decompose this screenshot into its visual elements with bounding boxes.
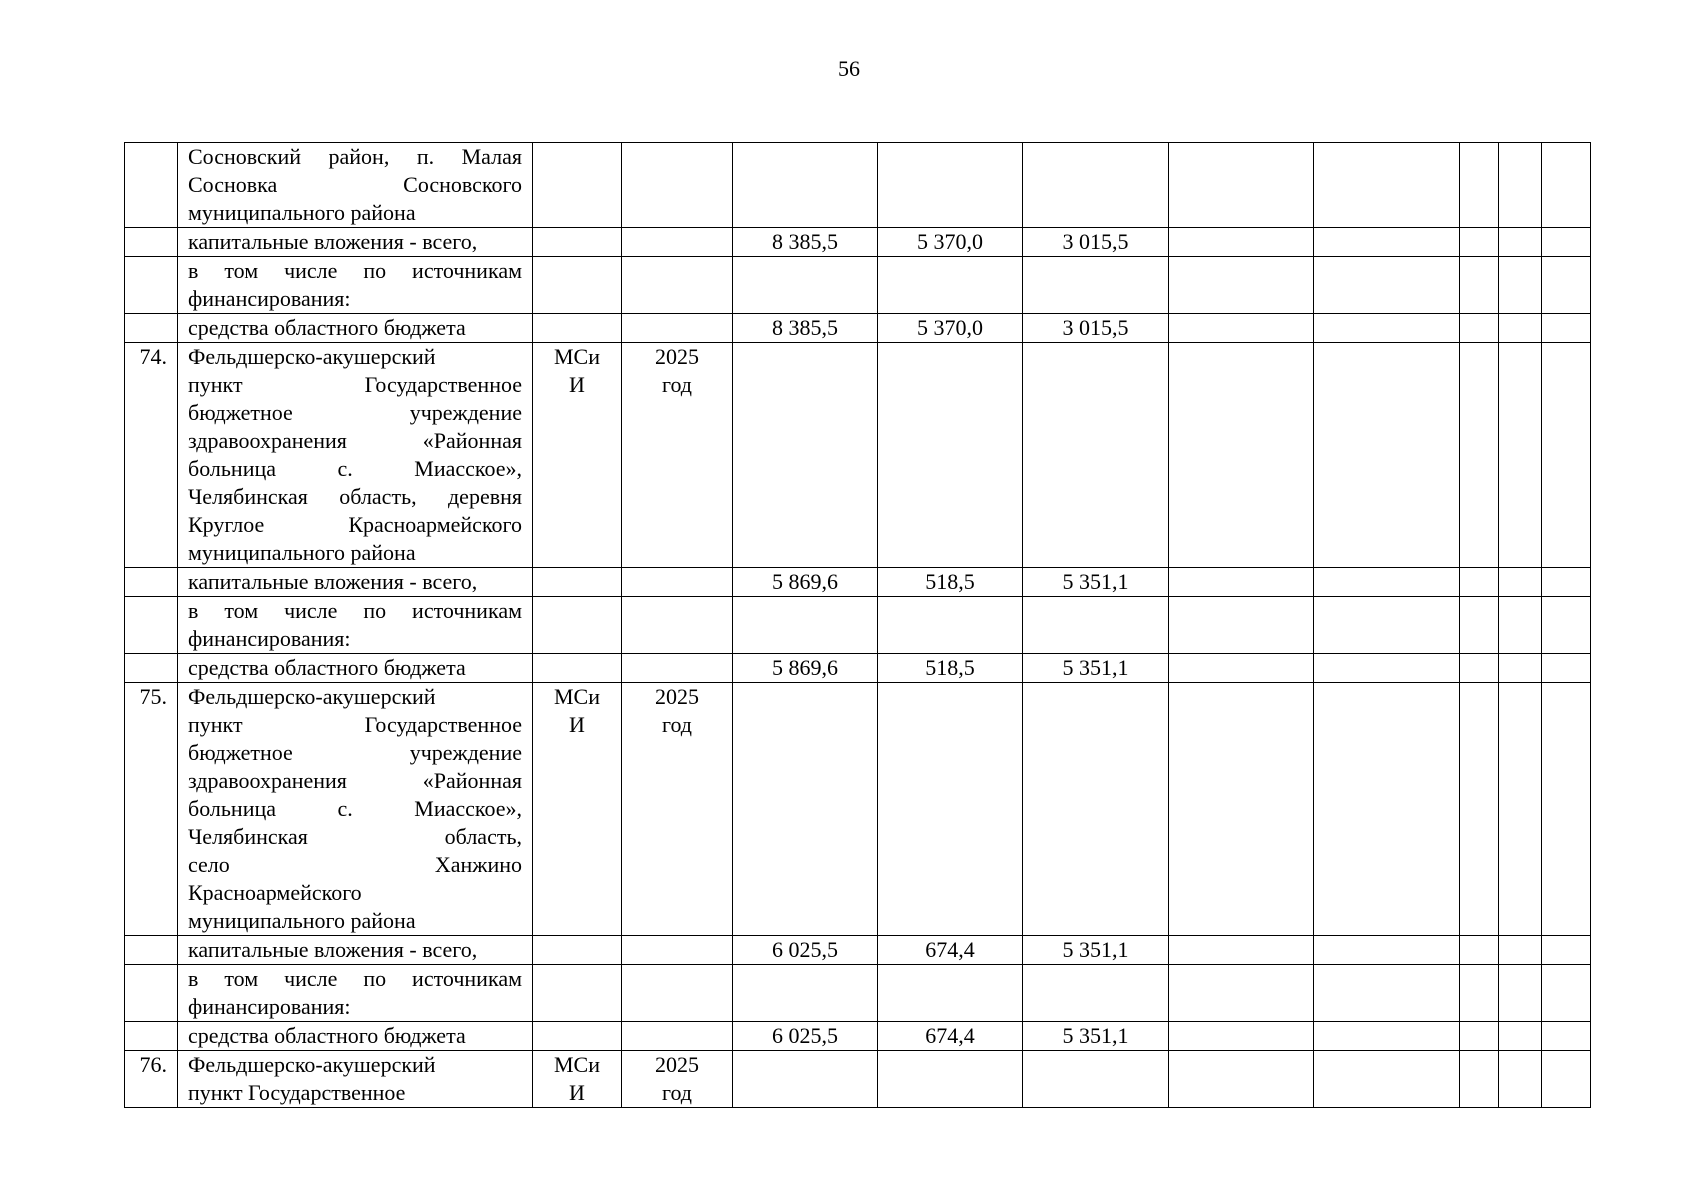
cell-line: 2025 (655, 1052, 699, 1077)
description-line: в том числе по источникам (188, 258, 522, 283)
table-row (125, 965, 1591, 1022)
empty-cell (1542, 1051, 1591, 1108)
empty-cell (1499, 228, 1542, 257)
total-value-cell: 8 385,5 (733, 228, 878, 257)
description-line: Фельдшерско-акушерский (188, 1052, 436, 1077)
empty-cell (1542, 654, 1591, 683)
empty-cell (1169, 257, 1314, 314)
responsible-cell (533, 1022, 622, 1051)
table-row (125, 228, 1591, 257)
responsible-cell (533, 568, 622, 597)
year-cell (622, 257, 733, 314)
description-line: пункт Государственное (188, 712, 522, 737)
table-row (125, 343, 1591, 568)
empty-cell (1499, 257, 1542, 314)
row-number-cell: 74. (125, 343, 178, 568)
value-cell-3 (1023, 965, 1169, 1022)
description-line: Красноармейского (188, 880, 362, 905)
empty-cell (1460, 654, 1499, 683)
empty-cell (1460, 965, 1499, 1022)
description-line: Сосновский район, п. Малая (188, 144, 522, 169)
empty-cell (1314, 936, 1460, 965)
empty-cell (1314, 257, 1460, 314)
value-cell-2: 674,4 (878, 1022, 1023, 1051)
empty-cell (1499, 1051, 1542, 1108)
value-cell-2 (878, 1051, 1023, 1108)
total-value-cell (733, 257, 878, 314)
description-cell (178, 597, 533, 654)
value-cell-3: 5 351,1 (1023, 654, 1169, 683)
value-cell-3: 5 351,1 (1023, 1022, 1169, 1051)
value-cell-3: 5 351,1 (1023, 568, 1169, 597)
year-cell (622, 343, 733, 568)
value-cell-3 (1023, 257, 1169, 314)
responsible-cell (533, 143, 622, 228)
empty-cell (1314, 568, 1460, 597)
empty-cell (1460, 597, 1499, 654)
cell-line: И (569, 712, 585, 737)
empty-cell (1542, 257, 1591, 314)
table-row (125, 568, 1591, 597)
empty-cell (1169, 143, 1314, 228)
table-row (125, 314, 1591, 343)
empty-cell (1542, 965, 1591, 1022)
empty-cell (1460, 1022, 1499, 1051)
total-value-cell (733, 597, 878, 654)
budget-table (124, 142, 1591, 1108)
empty-cell (1499, 683, 1542, 936)
empty-cell (1314, 683, 1460, 936)
description-cell (178, 228, 533, 257)
description-line: пункт Государственное (188, 1080, 406, 1105)
empty-cell (1460, 143, 1499, 228)
total-value-cell: 6 025,5 (733, 936, 878, 965)
total-value-cell (733, 343, 878, 568)
empty-cell (1314, 1051, 1460, 1108)
description-line: капитальные вложения - всего, (188, 229, 478, 254)
empty-cell (1314, 965, 1460, 1022)
empty-cell (1460, 1051, 1499, 1108)
value-cell-2 (878, 597, 1023, 654)
description-line: финансирования: (188, 994, 351, 1019)
value-cell-2 (878, 683, 1023, 936)
description-line: капитальные вложения - всего, (188, 569, 478, 594)
description-line: больница с. Миасское», (188, 456, 522, 481)
value-cell-2: 518,5 (878, 654, 1023, 683)
table-row (125, 683, 1591, 936)
description-line: в том числе по источникам (188, 598, 522, 623)
empty-cell (1314, 343, 1460, 568)
empty-cell (1542, 143, 1591, 228)
row-number-cell (125, 257, 178, 314)
empty-cell (1460, 343, 1499, 568)
cell-line: год (661, 712, 693, 737)
row-number-cell (125, 1022, 178, 1051)
cell-line: 2025 (655, 684, 699, 709)
empty-cell (1542, 343, 1591, 568)
description-line: в том числе по источникам (188, 966, 522, 991)
empty-cell (1169, 1022, 1314, 1051)
responsible-cell (533, 343, 622, 568)
value-cell-2 (878, 965, 1023, 1022)
description-line: Сосновка Сосновского (188, 172, 522, 197)
value-cell-2: 674,4 (878, 936, 1023, 965)
description-cell (178, 314, 533, 343)
responsible-cell (533, 936, 622, 965)
value-cell-2 (878, 143, 1023, 228)
empty-cell (1499, 936, 1542, 965)
empty-cell (1314, 228, 1460, 257)
year-cell (622, 683, 733, 936)
empty-cell (1499, 143, 1542, 228)
table-row (125, 1022, 1591, 1051)
empty-cell (1542, 568, 1591, 597)
cell-line: И (569, 1080, 585, 1105)
year-cell (622, 936, 733, 965)
description-line: бюджетное учреждение (188, 740, 522, 765)
empty-cell (1314, 597, 1460, 654)
year-cell (622, 1022, 733, 1051)
empty-cell (1169, 936, 1314, 965)
responsible-cell (533, 314, 622, 343)
description-line: здравоохранения «Районная (188, 768, 522, 793)
year-cell (622, 228, 733, 257)
empty-cell (1314, 1022, 1460, 1051)
row-number-cell: 76. (125, 1051, 178, 1108)
value-cell-2: 5 370,0 (878, 314, 1023, 343)
empty-cell (1460, 228, 1499, 257)
year-cell (622, 654, 733, 683)
description-line: Круглое Красноармейского (188, 512, 522, 537)
description-line: Челябинская область, деревня (188, 484, 522, 509)
table-row (125, 936, 1591, 965)
cell-line: МСи (553, 344, 600, 369)
empty-cell (1314, 314, 1460, 343)
cell-line: год (661, 372, 693, 397)
year-cell (622, 597, 733, 654)
table-row (125, 654, 1591, 683)
empty-cell (1542, 314, 1591, 343)
year-cell (622, 965, 733, 1022)
description-line: финансирования: (188, 286, 351, 311)
value-cell-3 (1023, 597, 1169, 654)
description-line: средства областного бюджета (188, 655, 466, 680)
cell-line: 2025 (655, 344, 699, 369)
total-value-cell (733, 1051, 878, 1108)
description-cell (178, 343, 533, 568)
empty-cell (1169, 965, 1314, 1022)
row-number-cell (125, 143, 178, 228)
description-line: село Ханжино (188, 852, 522, 877)
empty-cell (1499, 568, 1542, 597)
row-number-cell (125, 654, 178, 683)
responsible-cell (533, 257, 622, 314)
empty-cell (1314, 654, 1460, 683)
description-line: муниципального района (188, 200, 416, 225)
empty-cell (1169, 314, 1314, 343)
empty-cell (1460, 568, 1499, 597)
responsible-cell (533, 683, 622, 936)
description-cell (178, 1022, 533, 1051)
value-cell-3 (1023, 343, 1169, 568)
value-cell-2: 518,5 (878, 568, 1023, 597)
value-cell-3 (1023, 683, 1169, 936)
total-value-cell (733, 965, 878, 1022)
row-number-cell (125, 936, 178, 965)
description-cell (178, 683, 533, 936)
empty-cell (1169, 654, 1314, 683)
description-line: средства областного бюджета (188, 1023, 466, 1048)
row-number-cell (125, 568, 178, 597)
description-cell (178, 654, 533, 683)
total-value-cell: 5 869,6 (733, 654, 878, 683)
empty-cell (1169, 597, 1314, 654)
year-cell (622, 568, 733, 597)
empty-cell (1542, 936, 1591, 965)
row-number-cell (125, 314, 178, 343)
description-line: пункт Государственное (188, 372, 522, 397)
page-number: 56 (838, 56, 860, 81)
total-value-cell (733, 143, 878, 228)
total-value-cell: 8 385,5 (733, 314, 878, 343)
empty-cell (1499, 965, 1542, 1022)
description-cell (178, 936, 533, 965)
value-cell-3: 5 351,1 (1023, 936, 1169, 965)
empty-cell (1499, 597, 1542, 654)
empty-cell (1542, 683, 1591, 936)
description-line: здравоохранения «Районная (188, 428, 522, 453)
description-line: муниципального района (188, 908, 416, 933)
empty-cell (1499, 654, 1542, 683)
responsible-cell (533, 1051, 622, 1108)
empty-cell (1169, 568, 1314, 597)
table-body (125, 143, 1591, 1108)
empty-cell (1460, 314, 1499, 343)
total-value-cell: 6 025,5 (733, 1022, 878, 1051)
empty-cell (1499, 343, 1542, 568)
description-cell (178, 965, 533, 1022)
empty-cell (1542, 1022, 1591, 1051)
description-cell (178, 1051, 533, 1108)
empty-cell (1542, 597, 1591, 654)
description-line: больница с. Миасское», (188, 796, 522, 821)
description-cell (178, 568, 533, 597)
empty-cell (1542, 228, 1591, 257)
value-cell-2: 5 370,0 (878, 228, 1023, 257)
table-row (125, 143, 1591, 228)
year-cell (622, 1051, 733, 1108)
row-number-cell: 75. (125, 683, 178, 936)
description-line: капитальные вложения - всего, (188, 937, 478, 962)
description-cell (178, 257, 533, 314)
total-value-cell: 5 869,6 (733, 568, 878, 597)
empty-cell (1314, 143, 1460, 228)
value-cell-3 (1023, 1051, 1169, 1108)
empty-cell (1169, 343, 1314, 568)
row-number-cell (125, 228, 178, 257)
row-number-cell (125, 965, 178, 1022)
responsible-cell (533, 597, 622, 654)
value-cell-3: 3 015,5 (1023, 228, 1169, 257)
cell-line: МСи (553, 684, 600, 709)
empty-cell (1460, 936, 1499, 965)
empty-cell (1499, 1022, 1542, 1051)
empty-cell (1460, 683, 1499, 936)
value-cell-2 (878, 343, 1023, 568)
table-row (125, 597, 1591, 654)
cell-line: И (569, 372, 585, 397)
description-line: Фельдшерско-акушерский (188, 344, 436, 369)
year-cell (622, 314, 733, 343)
description-line: Челябинская область, (188, 824, 522, 849)
table-row (125, 257, 1591, 314)
empty-cell (1169, 1051, 1314, 1108)
description-line: финансирования: (188, 626, 351, 651)
description-line: Фельдшерско-акушерский (188, 684, 436, 709)
empty-cell (1169, 683, 1314, 936)
total-value-cell (733, 683, 878, 936)
description-line: средства областного бюджета (188, 315, 466, 340)
year-cell (622, 143, 733, 228)
row-number-cell (125, 597, 178, 654)
responsible-cell (533, 965, 622, 1022)
cell-line: год (661, 1080, 693, 1105)
value-cell-3 (1023, 143, 1169, 228)
responsible-cell (533, 228, 622, 257)
empty-cell (1169, 228, 1314, 257)
description-line: бюджетное учреждение (188, 400, 522, 425)
empty-cell (1499, 314, 1542, 343)
cell-line: МСи (553, 1052, 600, 1077)
table-row (125, 1051, 1591, 1108)
value-cell-2 (878, 257, 1023, 314)
empty-cell (1460, 257, 1499, 314)
description-cell (178, 143, 533, 228)
value-cell-3: 3 015,5 (1023, 314, 1169, 343)
responsible-cell (533, 654, 622, 683)
description-line: муниципального района (188, 540, 416, 565)
